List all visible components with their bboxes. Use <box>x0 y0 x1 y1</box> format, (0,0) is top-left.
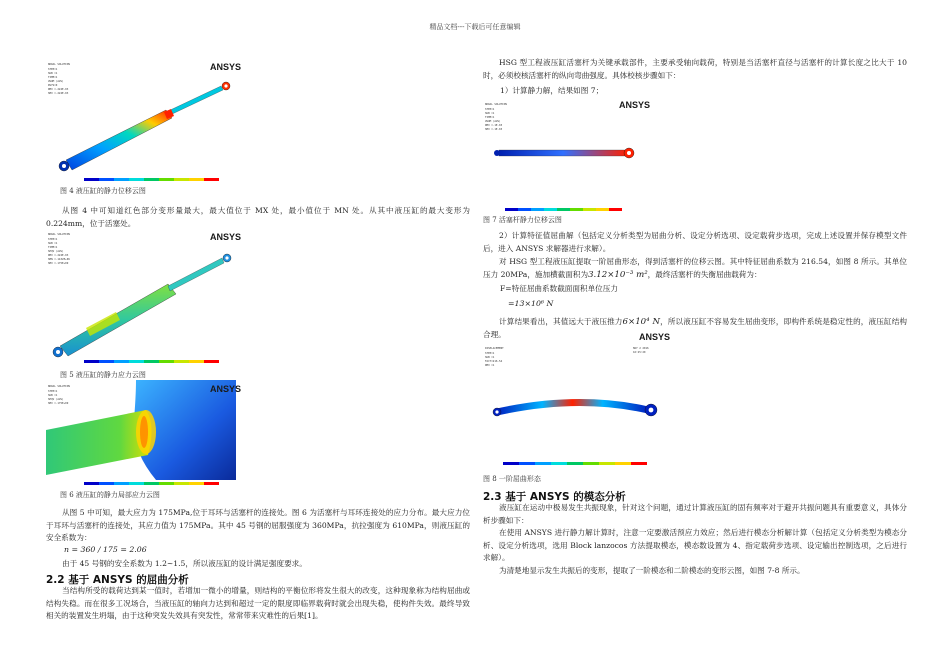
svg-text:STEP=1: STEP=1 <box>485 352 495 355</box>
figure-7-caption: 图 7 活塞杆静力位移云图 <box>483 216 562 224</box>
svg-text:MAY 2 2016: MAY 2 2016 <box>633 347 649 350</box>
svg-text:TIME=1: TIME=1 <box>48 246 58 249</box>
ansys-logo: ANSYS <box>210 384 242 394</box>
svg-text:FACT=216.54: FACT=216.54 <box>485 360 503 363</box>
ansys-logo: ANSYS <box>619 100 651 110</box>
thrust-formula: 6×10⁴ N <box>622 317 660 327</box>
result-text-part-b: ，所以液压缸不容易发生屈曲变形，即构件系统是稳定性的，液压缸结构合理。 <box>483 317 908 339</box>
svg-text:DMX =.224E-03: DMX =.224E-03 <box>48 88 69 91</box>
section-heading-2-2: 2.2 基于 ANSYS 的屈曲分析 <box>46 574 189 586</box>
paragraph-buckling-result <box>483 316 907 341</box>
figure-8-caption: 图 8 一阶屈曲形态 <box>483 475 541 483</box>
svg-text:SUB =1: SUB =1 <box>485 356 495 359</box>
paragraph-modal-steps: 在使用 ANSYS 进行静力解计算时，注意一定要激活预应力效应；然后进行模态分析解计算（包括定义分析类型为模态分析、设定分析选项，选用 Block lanzocos 方法提取模态，模态数设置为 4、指定载荷步选项、设定输出控制选项，之后进行求解）。 <box>483 528 907 563</box>
svg-text:NODAL SOLUTION: NODAL SOLUTION <box>48 63 70 66</box>
svg-text:TIME=1: TIME=1 <box>485 116 495 119</box>
svg-text:USUM (AVG): USUM (AVG) <box>48 80 64 83</box>
ansys-logo: ANSYS <box>210 232 242 242</box>
area-formula: 3.12×10⁻³ m² <box>588 269 648 280</box>
svg-text:RSYS=0: RSYS=0 <box>48 84 58 87</box>
figure-4-caption: 图 4 液压缸的静力位移云图 <box>60 187 146 195</box>
svg-text:USUM (AVG): USUM (AVG) <box>485 120 501 123</box>
svg-text:SMN =.1432E+06: SMN =.1432E+06 <box>48 258 70 261</box>
figure-5-caption: 图 5 液压缸的静力应力云图 <box>60 371 146 379</box>
paragraph-eigen-buckling <box>483 256 907 281</box>
critical-load-formula-value: =13×10⁶ N <box>508 299 554 308</box>
svg-text:16:25:20: 16:25:20 <box>633 351 646 354</box>
svg-text:SEQV (AVG): SEQV (AVG) <box>48 250 64 253</box>
svg-text:DMX =.1E-03: DMX =.1E-03 <box>485 124 503 127</box>
safety-factor-formula: n = 360 / 175 = 2.06 <box>64 545 147 554</box>
svg-text:SUB =1: SUB =1 <box>48 394 58 397</box>
svg-text:TIME=1: TIME=1 <box>48 76 58 79</box>
svg-text:SEQV (AVG): SEQV (AVG) <box>48 398 64 401</box>
svg-text:NODAL SOLUTION: NODAL SOLUTION <box>485 103 507 106</box>
svg-text:SMX =.224E-03: SMX =.224E-03 <box>48 92 69 95</box>
svg-text:NODAL SOLUTION: NODAL SOLUTION <box>48 233 70 236</box>
section-heading-2-3: 2.3 基于 ANSYS 的模态分析 <box>483 491 626 503</box>
figure-6-caption: 图 6 液压缸的静力局部应力云图 <box>60 491 160 499</box>
eigen-text-part-b: ，最终活塞杆的失衡屈曲载荷为： <box>647 269 762 279</box>
figure-5-stress-plot <box>46 228 242 368</box>
svg-text:DMX =.224E-03: DMX =.224E-03 <box>48 254 69 257</box>
paragraph-modal-intro: 液压缸在运动中极易发生共振现象，针对这个问题，通过计算液压缸的固有频率对于避开共振问题具有重要意义，具体分析步骤如下： <box>483 503 907 525</box>
svg-text:SMX =.175E+09: SMX =.175E+09 <box>48 402 69 405</box>
svg-text:STEP=1: STEP=1 <box>48 390 58 393</box>
figure-6-local-stress-plot <box>46 380 242 490</box>
paragraph-fig4-discussion: 从图 4 中可知道红色部分变形量最大，最大值位于 MX 处，最小值位于 MN 处。从其中液压缸的最大变形为 0.224mm，位于活塞处。 <box>46 206 470 228</box>
svg-text:STEP=1: STEP=1 <box>48 68 58 71</box>
result-text-part-a: 计算结果看出，其值远大于液压推力 <box>499 317 623 326</box>
critical-load-formula-label: F=特征屈曲系数截面面积单位压力 <box>500 284 618 293</box>
step-1-text: 1）计算静力解，结果如图 7； <box>500 86 604 95</box>
ansys-logo: ANSYS <box>639 332 671 342</box>
svg-text:SMX =.175E+09: SMX =.175E+09 <box>48 262 69 265</box>
svg-text:STEP=1: STEP=1 <box>48 238 58 241</box>
svg-text:SUB =1: SUB =1 <box>48 242 58 245</box>
svg-text:SUB =1: SUB =1 <box>485 112 495 115</box>
paragraph-fig5-discussion: 从图 5 中可知，最大应力为 175MPa,位于耳环与活塞杆的连接处。图 6 为活塞杆与耳环连接处的应力分布。最大应力位于耳环与活塞杆的连接处，其应力值为 175MPa。其中 45 号钢的屈服强度为 360MPa，抗拉强度为 610MPa，则液压缸的安全系数为： <box>46 508 470 543</box>
svg-text:DMX =1: DMX =1 <box>485 364 495 367</box>
figure-8-buckling-mode-plot <box>483 332 683 470</box>
paragraph-hsg-intro: HSG 型工程液压缸活塞杆为关键承载部件，主要承受轴向载荷，特别是当活塞杆直径与活塞杆的计算长度之比大于 10 时，必须校核活塞杆的纵向弯曲强度。具体校核步骤如下： <box>483 58 907 80</box>
svg-text:SMX =.1E-03: SMX =.1E-03 <box>485 128 503 131</box>
figure-7-rod-displacement-plot <box>483 98 651 216</box>
ansys-logo: ANSYS <box>210 62 242 72</box>
paragraph-buckling-intro: 当结构所受的载荷达到某一值时，若增加一微小的增量，则结构的平衡位形将发生很大的改变，这种现象称为结构屈曲或结构失稳。而在很多工况场合，当液压缸的轴向力达到和超过一定的限度即临界载荷时就会出现失稳，使构件失效。最终导致相关的装置发生坍塌，由于这种突发失效具有突发性，常常带来灾难性的后果[1]。 <box>46 586 470 621</box>
page-header: 精品文档---下载后可任意编辑 <box>429 23 521 31</box>
svg-text:STEP=1: STEP=1 <box>485 108 495 111</box>
step-2-text: 2）计算特征值屈曲解（包括定义分析类型为屈曲分析、设定分析选项、设定载荷步选项，完成上述设置并保存模型文件后，进入 ANSYS 求解器进行求解）。 <box>483 231 907 253</box>
svg-text:NODAL SOLUTION: NODAL SOLUTION <box>48 385 70 388</box>
figure-4-displacement-plot <box>46 58 242 190</box>
svg-text:SUB =1: SUB =1 <box>48 72 58 75</box>
paragraph-safety-conclusion: 由于 45 号钢的安全系数为 1.2~1.5，所以液压缸的设计满足强度要求。 <box>62 559 307 568</box>
paragraph-modal-figures: 为清楚地显示发生共振后的变形，提取了一阶模态和二阶模态的变形云图，如图 7-8 所示。 <box>499 566 805 575</box>
svg-text:DISPLACEMENT: DISPLACEMENT <box>485 347 504 350</box>
eigen-text-part-a: 对 HSG 型工程液压缸提取一阶屈曲形态，得到活塞杆的位移云图。其中特征屈曲系数为 216.54，如图 8 所示。其单位压力 20MPa，施加横截面积为 <box>483 257 907 279</box>
